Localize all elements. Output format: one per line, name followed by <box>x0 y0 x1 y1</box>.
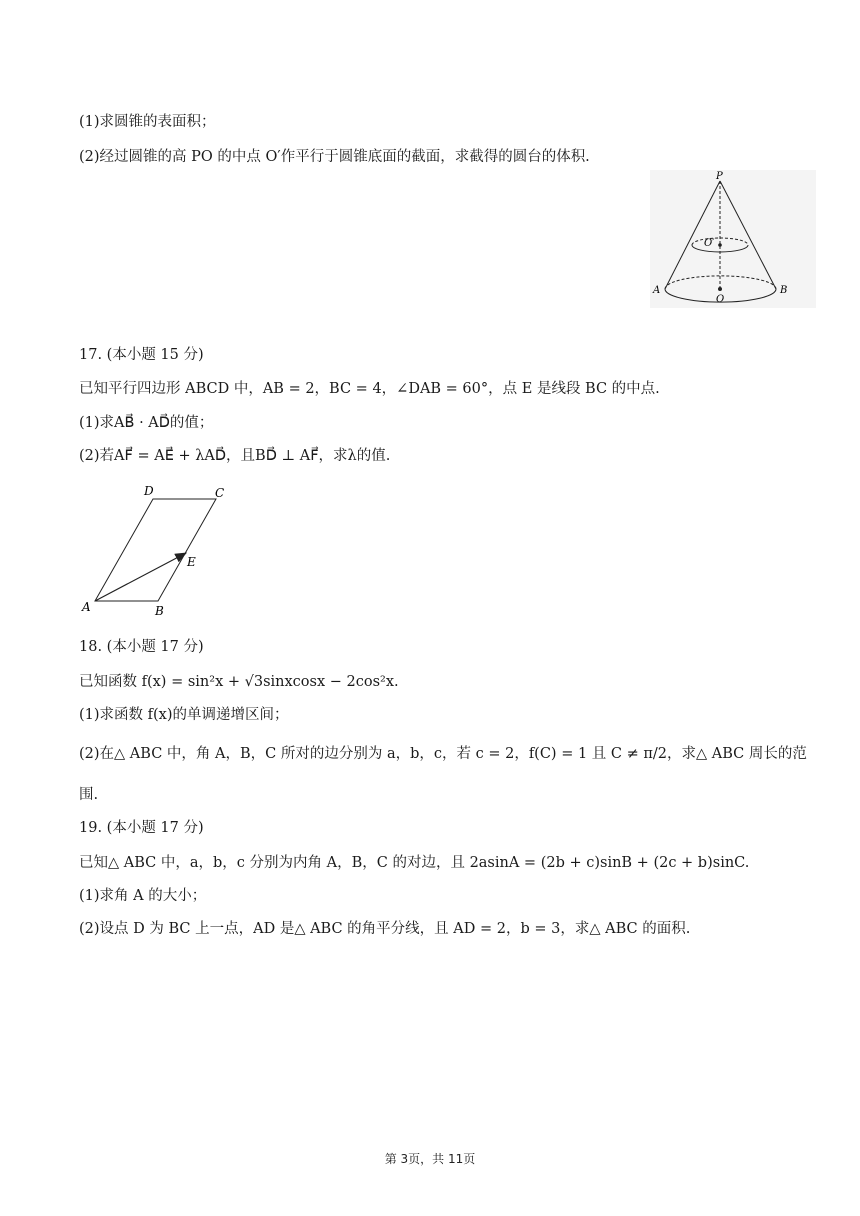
q17-part2: (2)若AF⃗ = AE⃗ + λAD⃗，且BD⃗ ⊥ AF⃗，求λ的值. <box>79 448 391 464</box>
label-B: B <box>155 604 164 618</box>
q18-part2: (2)在△ ABC 中，角 A，B，C 所对的边分别为 a，b，c，若 c = 2，f(C) = 1 且 C ≠ π/2，求△ ABC 周长的范 <box>79 746 807 762</box>
cone-figure <box>650 170 816 308</box>
q19-part1: (1)求角 A 的大小； <box>79 888 207 904</box>
label-B: B <box>780 285 788 296</box>
q19-stem: 已知△ ABC 中，a，b，c 分别为内角 A，B，C 的对边，且 2asinA = (2b + c)sinB + (2c + b)sinC. <box>79 855 750 871</box>
label-O: O <box>716 294 725 305</box>
parallelogram-figure <box>78 483 238 621</box>
label-D: D <box>144 484 154 498</box>
label-C: C <box>215 486 225 500</box>
label-Oprime: O′ <box>704 238 715 249</box>
label-A: A <box>653 285 661 296</box>
q18-part1: (1)求函数 f(x)的单调递增区间； <box>79 707 289 723</box>
q18-stem: 已知函数 f(x) = sin²x + √3sinxcosx − 2cos²x. <box>79 674 399 690</box>
q16-part1: (1)求圆锥的表面积； <box>79 114 216 130</box>
q17-part1: (1)求AB⃗ · AD⃗的值； <box>79 415 214 431</box>
point-Oprime <box>718 243 722 247</box>
point-O <box>718 287 722 291</box>
q19-part2: (2)设点 D 为 BC 上一点，AD 是△ ABC 的角平分线，且 AD = 2，b = 3，求△ ABC 的面积. <box>79 921 691 937</box>
q16-part2: (2)经过圆锥的高 PO 的中点 O′作平行于圆锥底面的截面，求截得的圆台的体积. <box>79 149 590 165</box>
label-A: A <box>82 600 91 614</box>
q18-part2-cont: 围. <box>79 787 99 803</box>
q17-header: 17. (本小题 15 分) <box>79 347 204 363</box>
q18-header: 18. (本小题 17 分) <box>79 639 204 655</box>
label-E: E <box>187 555 196 569</box>
parallelogram-ABCD <box>95 499 216 601</box>
q17-stem: 已知平行四边形 ABCD 中，AB = 2，BC = 4，∠DAB = 60°，点 E 是线段 BC 的中点. <box>79 381 660 397</box>
label-P: P <box>716 171 723 182</box>
page-footer: 第 3页，共 11页 <box>384 1152 476 1166</box>
q19-header: 19. (本小题 17 分) <box>79 820 204 836</box>
